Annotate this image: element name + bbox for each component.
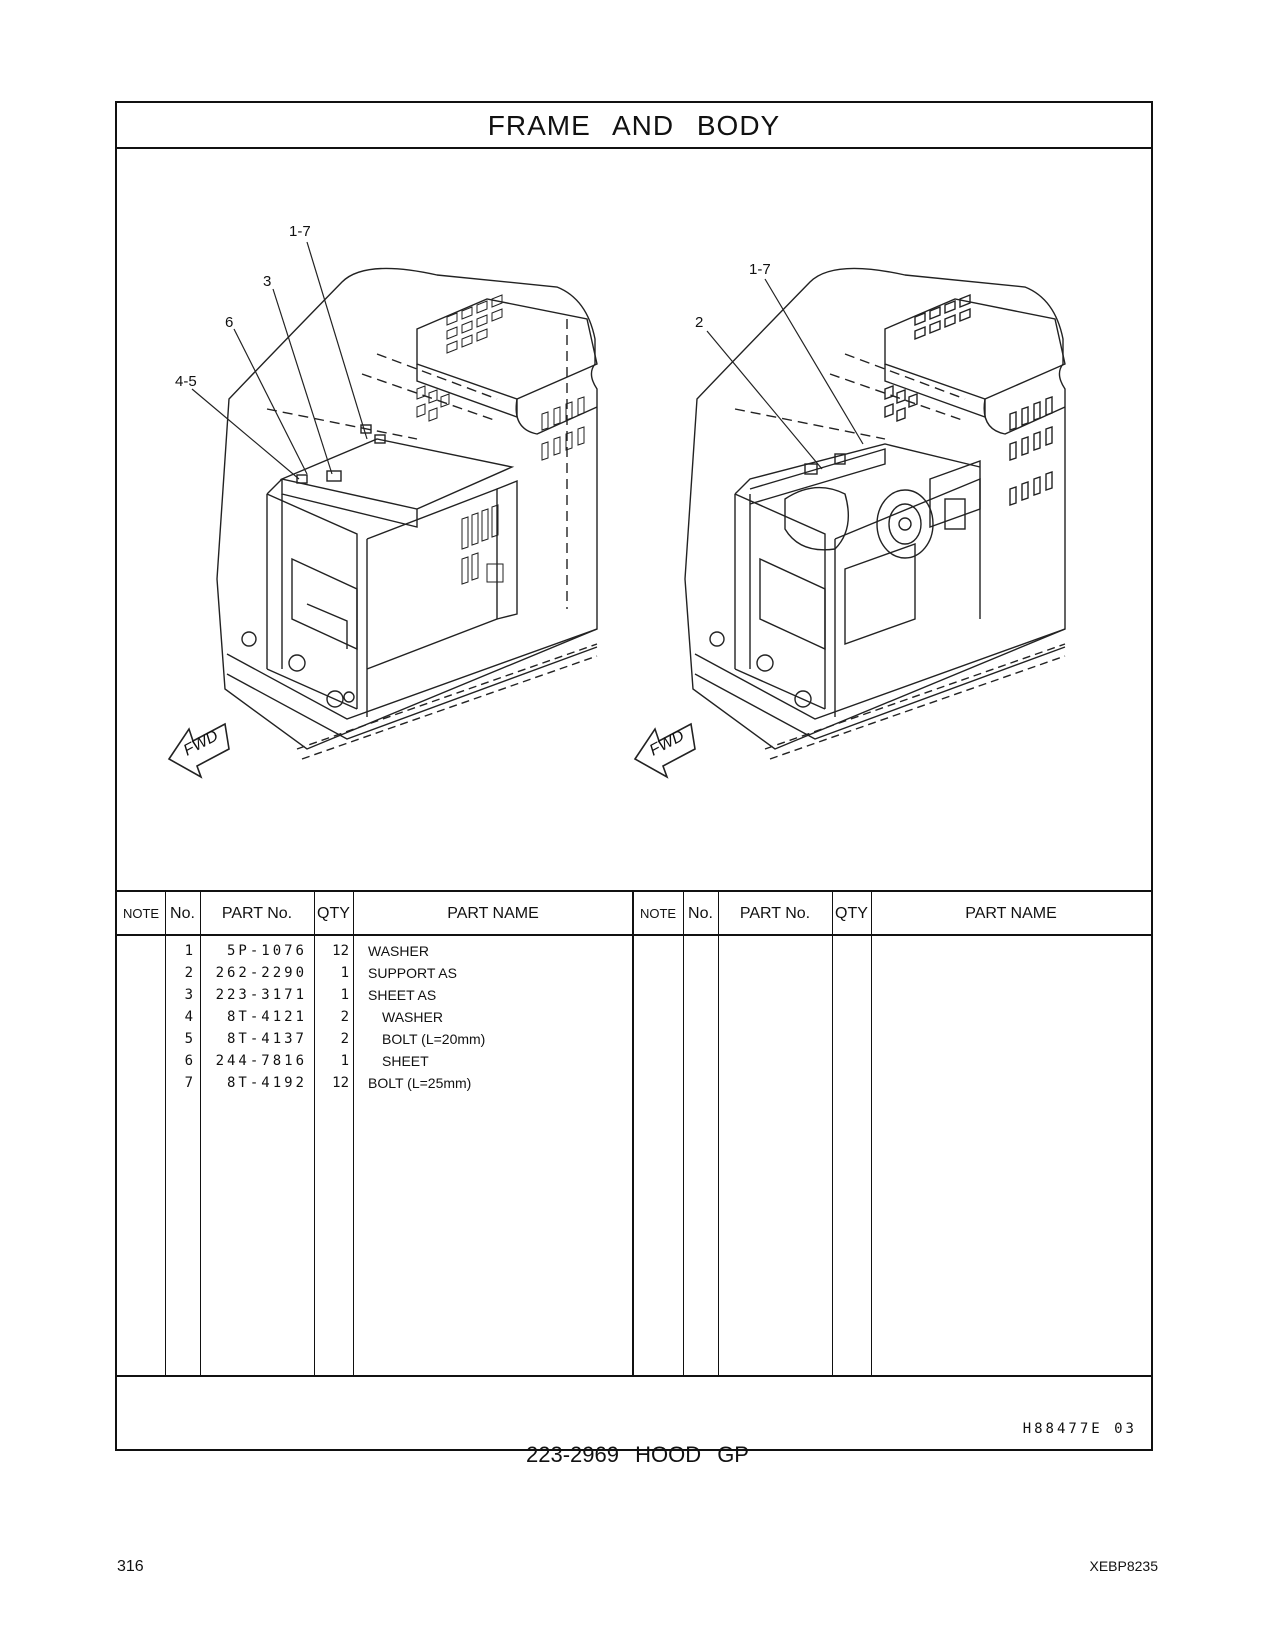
left-hood-view [217,268,597,759]
row-no: 7 [184,1075,193,1091]
callout-left-6: 6 [225,314,234,331]
header-qty-right: QTY [835,905,868,922]
column-divider [200,892,201,1375]
parts-illustration [117,149,1151,892]
row-qty: 1 [340,965,349,981]
row-qty: 1 [340,1053,349,1069]
callout-right-2: 2 [695,314,704,331]
column-divider [353,892,354,1375]
header-part-no-left: PART No. [221,905,293,922]
header-note-right: NOTE [639,906,677,921]
group-name: 223-2969 HOOD GP [526,1442,749,1467]
header-no-right: No. [688,905,713,922]
callout-left-4-5: 4-5 [175,373,197,390]
row-qty: 2 [340,1031,349,1047]
parts-table [117,892,1151,1377]
column-divider [683,892,684,1375]
row-part-name: WASHER [368,943,429,959]
row-part-name: SHEET AS [368,987,437,1003]
fwd-label-left: FWD [180,727,222,760]
left-vent-grids [417,295,584,584]
illustration-code: H88477E 03 [1022,1421,1137,1437]
row-part-name: SHEET [382,1053,429,1069]
row-no: 1 [184,943,193,959]
column-divider [314,892,315,1375]
row-part-no: 262-2290 [215,965,307,981]
row-part-no: 244-7816 [215,1053,307,1069]
callout-right-1-7: 1-7 [749,261,771,278]
row-part-no: 223-3171 [215,987,307,1003]
fwd-label-right: FWD [646,727,688,760]
header-part-name-left: PART NAME [447,905,539,922]
column-divider [718,892,719,1375]
row-qty: 1 [340,987,349,1003]
row-part-no: 5P-1076 [226,943,307,959]
row-qty: 12 [332,1075,349,1091]
hood-diagram [117,149,1151,892]
column-divider [871,892,872,1375]
column-divider [165,892,166,1375]
row-part-name: SUPPORT AS [368,965,457,981]
row-no: 5 [184,1031,193,1047]
header-part-name-right: PART NAME [965,905,1057,922]
section-title: FRAME AND BODY [487,110,781,141]
row-no: 6 [184,1053,193,1069]
right-hood-view [685,268,1065,759]
header-qty-left: QTY [317,905,350,922]
header-no-left: No. [170,905,195,922]
row-no: 4 [184,1009,193,1025]
row-no: 3 [184,987,193,1003]
row-qty: 12 [332,943,349,959]
column-divider-center [632,892,634,1375]
header-note-left: NOTE [122,906,160,921]
row-part-no: 8T-4192 [226,1075,307,1091]
section-title-bar [117,103,1151,149]
row-no: 2 [184,965,193,981]
page-number: 316 [117,1558,144,1575]
document-code: XEBP8235 [1089,1558,1158,1574]
column-divider [832,892,833,1375]
table-header [117,892,1151,936]
row-part-no: 8T-4137 [226,1031,307,1047]
row-part-name: WASHER [382,1009,443,1025]
row-part-name: BOLT (L=25mm) [368,1075,472,1091]
page-frame [115,101,1153,1451]
row-part-no: 8T-4121 [226,1009,307,1025]
callout-left-1-7: 1-7 [289,223,311,240]
row-qty: 2 [340,1009,349,1025]
header-part-no-right: PART No. [739,905,811,922]
callout-left-3: 3 [263,273,272,290]
row-part-name: BOLT (L=20mm) [382,1031,486,1047]
